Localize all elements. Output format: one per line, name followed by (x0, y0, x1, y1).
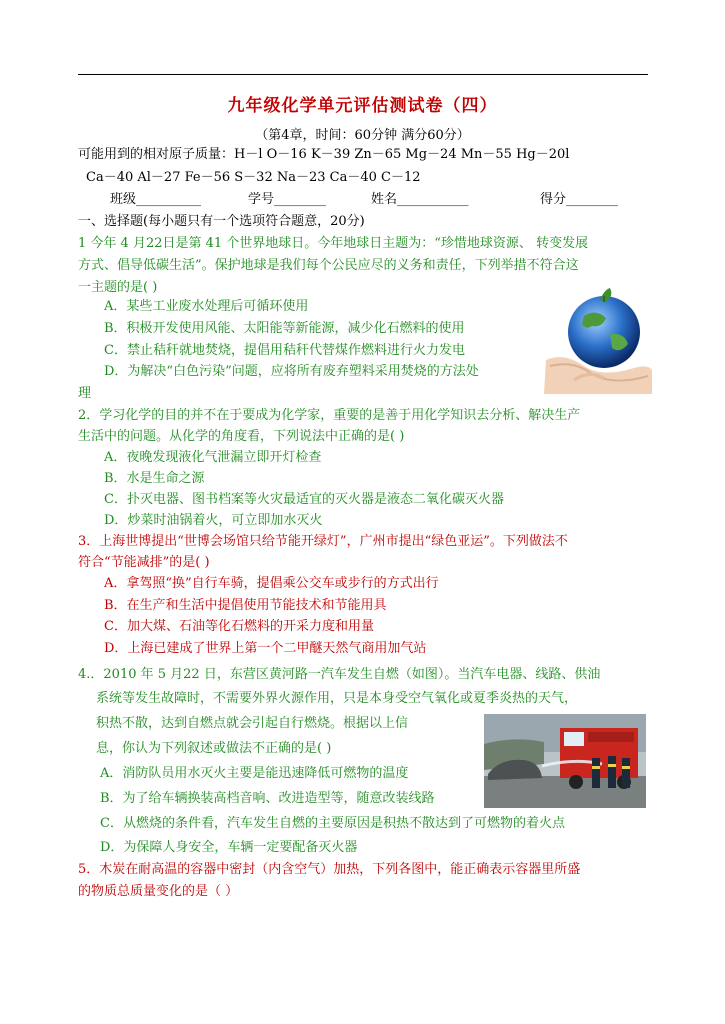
q1-option-a: A．某些工业废水处理后可循环使用 (104, 299, 309, 314)
q3-option-a: A．拿驾照“换”自行车骑，提倡乘公交车或步行的方式出行 (104, 576, 439, 591)
q1-option-c: C．禁止秸秆就地焚烧，提倡用秸秆代替煤作燃料进行火力发电 (104, 343, 465, 358)
q1-stem-line: 一主题的是( ) (78, 280, 158, 295)
q4-option-c: C．从燃烧的条件看，汽车发生自燃的主要原因是积热不散达到了可燃物的着火点 (100, 816, 565, 831)
student-number-field: 学号________ (248, 192, 327, 207)
q4-option-b: B．为了给车辆换装高档音响、改进造型等，随意改装线路 (100, 791, 435, 806)
q2-option-a: A．夜晚发现液化气泄漏立即开灯检查 (104, 450, 322, 465)
atomic-mass-line-1: 可能用到的相对原子质量：H－l O－16 K－39 Zn－65 Mg－24 Mn－55 Hg－20l (78, 147, 570, 162)
q3-option-c: C．加大煤、石油等化石燃料的开采力度和用量 (104, 619, 374, 634)
q3-stem-line: 符合“节能减排”的是( ) (78, 555, 210, 570)
q4-stem-line: 积热不散，达到自燃点就会引起自行燃烧。根据以上信 (96, 716, 409, 731)
q4-option-d: D．为保障人身安全，车辆一定要配备灭火器 (100, 840, 358, 855)
fire-truck-photo-icon (484, 714, 646, 808)
q2-option-b: B．水是生命之源 (104, 471, 205, 486)
q4-stem-line: 息，你认为下列叙述或做法不正确的是( ) (96, 741, 332, 756)
q2-option-c: C．扑灭电器、图书档案等火灾最适宜的灭火器是液态二氧化碳灭火器 (104, 492, 504, 507)
q2-stem-line: 2．学习化学的目的并不在于要成为化学家，重要的是善于用化学知识去分析、解决生产 (78, 408, 581, 423)
q2-option-d: D．炒菜时油锅着火，可立即加水灭火 (104, 513, 323, 528)
section-heading: 一、选择题(每小题只有一个选项符合题意，20分) (78, 214, 365, 229)
globe-in-hands-icon (544, 282, 654, 394)
q1-option-d-tail: 理 (78, 386, 92, 401)
q4-option-a: A．消防队员用水灭火主要是能迅速降低可燃物的温度 (100, 766, 409, 781)
q4-stem-line: 4.．2010 年 5 月22 日，东营区黄河路一汽车发生自燃（如图）。当汽车电器、线路、供油 (78, 667, 601, 682)
q3-option-d: D．上海已建成了世界上第一个二甲醚天然气商用加气站 (104, 641, 427, 656)
q3-stem-line: 3．上海世博提出“世博会场馆只给节能开绿灯”，广州市提出“绿色亚运”。下列做法不 (78, 534, 568, 549)
atomic-mass-line-2: Ca－40 Al－27 Fe－56 S－32 Na－23 Ca－40 C－12 (86, 170, 421, 185)
score-field: 得分________ (540, 192, 619, 207)
q5-stem-line: 5．木炭在耐高温的容器中密封（内含空气）加热，下列各图中，能正确表示容器里所盛 (78, 862, 581, 877)
q1-option-b: B．积极开发使用风能、太阳能等新能源，减少化石燃料的使用 (104, 321, 465, 336)
q1-stem-line: 1 今年 4 月22日是第 41 个世界地球日。今年地球日主题为：“珍惜地球资源、 转变发展 (78, 236, 589, 251)
header-rule (78, 74, 648, 75)
page-title: 九年级化学单元评估测试卷（四） (227, 96, 498, 116)
q5-stem-line: 的物质总质量变化的是（ ） (78, 884, 239, 899)
name-field: 姓名___________ (371, 192, 469, 207)
page-subtitle: （第4章，时间：60分钟 满分60分） (255, 128, 470, 143)
q3-option-b: B．在生产和生活中提倡使用节能技术和节能用具 (104, 598, 387, 613)
q2-stem-line: 生活中的问题。从化学的角度看，下列说法中正确的是( ) (78, 429, 405, 444)
q1-option-d: D．为解决“白色污染”问题，应将所有废弃塑料采用焚烧的方法处 (104, 364, 479, 379)
q1-stem-line: 方式、倡导低碳生活”。保护地球是我们每个公民应尽的义务和责任，下列举措不符合这 (78, 258, 579, 273)
q4-stem-line: 系统等发生故障时，不需要外界火源作用，只是本身受空气氧化或夏季炎热的天气， (96, 691, 578, 706)
class-field: 班级__________ (110, 192, 202, 207)
